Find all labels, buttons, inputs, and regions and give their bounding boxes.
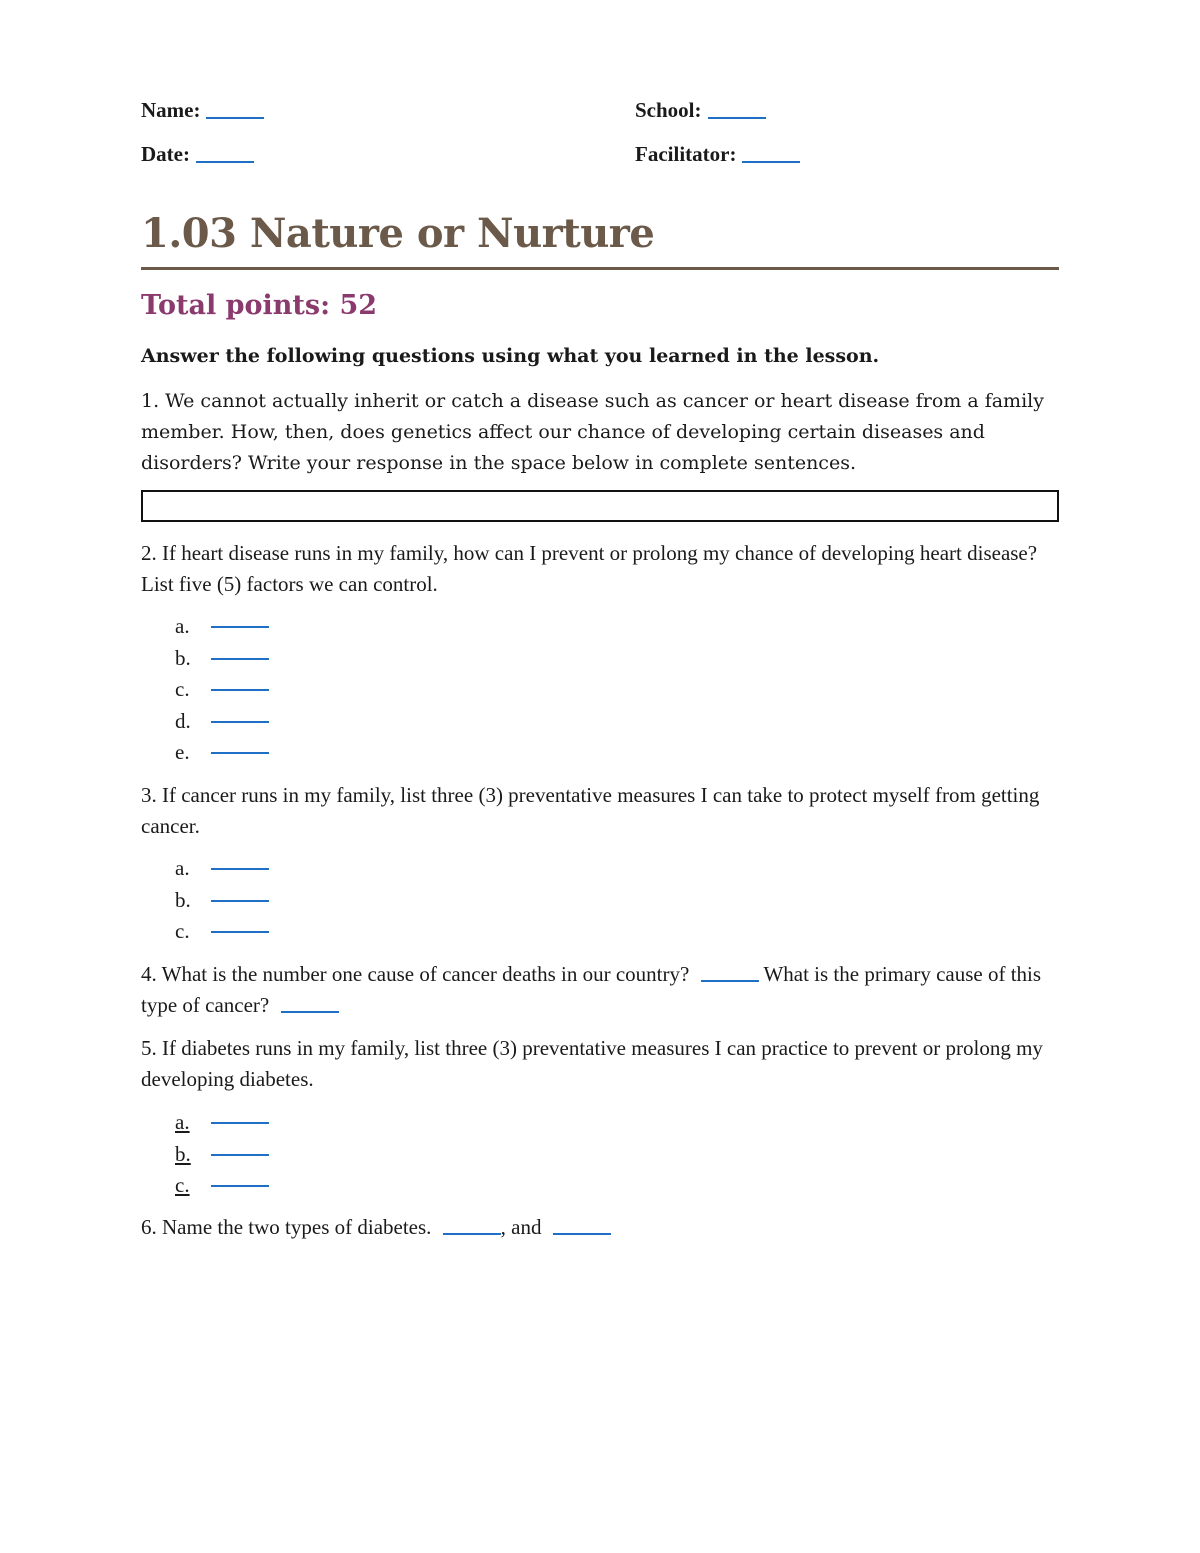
question-4 — [141, 959, 1051, 1021]
list-item — [175, 888, 269, 920]
list-letter: b. — [175, 645, 191, 670]
date-label: Date: — [141, 142, 190, 166]
list-letter: b. — [175, 887, 191, 912]
list-item — [175, 1110, 269, 1142]
answer-field[interactable] — [211, 689, 269, 691]
name-label: Name: — [141, 98, 201, 122]
list-item — [175, 646, 269, 678]
school-field[interactable] — [708, 117, 766, 119]
answer-field[interactable] — [211, 721, 269, 723]
question-2-answers — [175, 614, 269, 772]
question-3-answers — [175, 856, 269, 951]
answer-field[interactable] — [211, 900, 269, 902]
list-letter: b. — [175, 1141, 191, 1166]
list-letter: a. — [175, 614, 190, 638]
facilitator-label: Facilitator: — [635, 142, 737, 166]
facilitator-field[interactable] — [742, 161, 800, 163]
question-2: 2. If heart disease runs in my family, how can I prevent or prolong my chance of developing heart disease? List five (5) factors we can control. — [141, 541, 1038, 596]
question-6-answer-1[interactable] — [443, 1233, 501, 1235]
question-3: 3. If cancer runs in my family, list three (3) preventative measures I can take to protect myself from getting cancer. — [141, 783, 1040, 838]
question-5: 5. If diabetes runs in my family, list three (3) preventative measures I can practice to prevent or prolong my developing diabetes. — [141, 1036, 1043, 1091]
answer-field[interactable] — [211, 626, 269, 628]
question-4-part-2: What is the primary cause of this type of cancer? — [141, 962, 1042, 1017]
question-4-part-1: 4. What is the number one cause of cancer deaths in our country? — [141, 962, 690, 986]
school-label: School: — [635, 98, 702, 122]
question-6-part-1: 6. Name the two types of diabetes. — [141, 1215, 432, 1239]
list-letter: c. — [175, 1173, 190, 1197]
list-item — [175, 614, 269, 646]
list-item — [175, 740, 269, 772]
list-item — [175, 856, 269, 888]
list-letter: a. — [175, 856, 190, 880]
facilitator-row — [635, 142, 800, 167]
list-letter: a. — [175, 1110, 190, 1134]
answer-field[interactable] — [211, 868, 269, 870]
list-item — [175, 1142, 269, 1174]
page-title: 1.03 Nature or Nurture — [141, 210, 655, 257]
question-6-answer-2[interactable] — [553, 1233, 611, 1235]
list-item — [175, 919, 269, 951]
name-row — [141, 98, 264, 123]
question-1-answer-box[interactable] — [141, 490, 1059, 522]
question-6-part-2: , and — [500, 1215, 542, 1239]
total-points: Total points: 52 — [141, 290, 378, 321]
title-divider — [141, 267, 1059, 270]
school-row — [635, 98, 766, 123]
answer-field[interactable] — [211, 931, 269, 933]
answer-field[interactable] — [211, 1154, 269, 1156]
question-1: 1. We cannot actually inherit or catch a disease such as cancer or heart disease from a family member. How, then, does genetics affect our chance of developing certain diseases and disorders? Write your response in the space below in complete sentences. — [141, 390, 1044, 474]
list-item — [175, 709, 269, 741]
question-4-answer-1[interactable] — [701, 980, 759, 982]
list-letter: e. — [175, 740, 190, 764]
answer-field[interactable] — [211, 752, 269, 754]
list-letter: c. — [175, 677, 190, 701]
list-letter: d. — [175, 708, 191, 733]
answer-field[interactable] — [211, 1185, 269, 1187]
list-letter: c. — [175, 919, 190, 943]
date-row — [141, 142, 254, 167]
list-item — [175, 677, 269, 709]
answer-field[interactable] — [211, 658, 269, 660]
list-item — [175, 1173, 269, 1205]
answer-field[interactable] — [211, 1122, 269, 1124]
question-5-answers — [175, 1110, 269, 1205]
question-6 — [141, 1212, 1051, 1243]
instructions: Answer the following questions using what you learned in the lesson. — [141, 345, 880, 367]
question-4-answer-2[interactable] — [281, 1011, 339, 1013]
name-field[interactable] — [206, 117, 264, 119]
date-field[interactable] — [196, 161, 254, 163]
